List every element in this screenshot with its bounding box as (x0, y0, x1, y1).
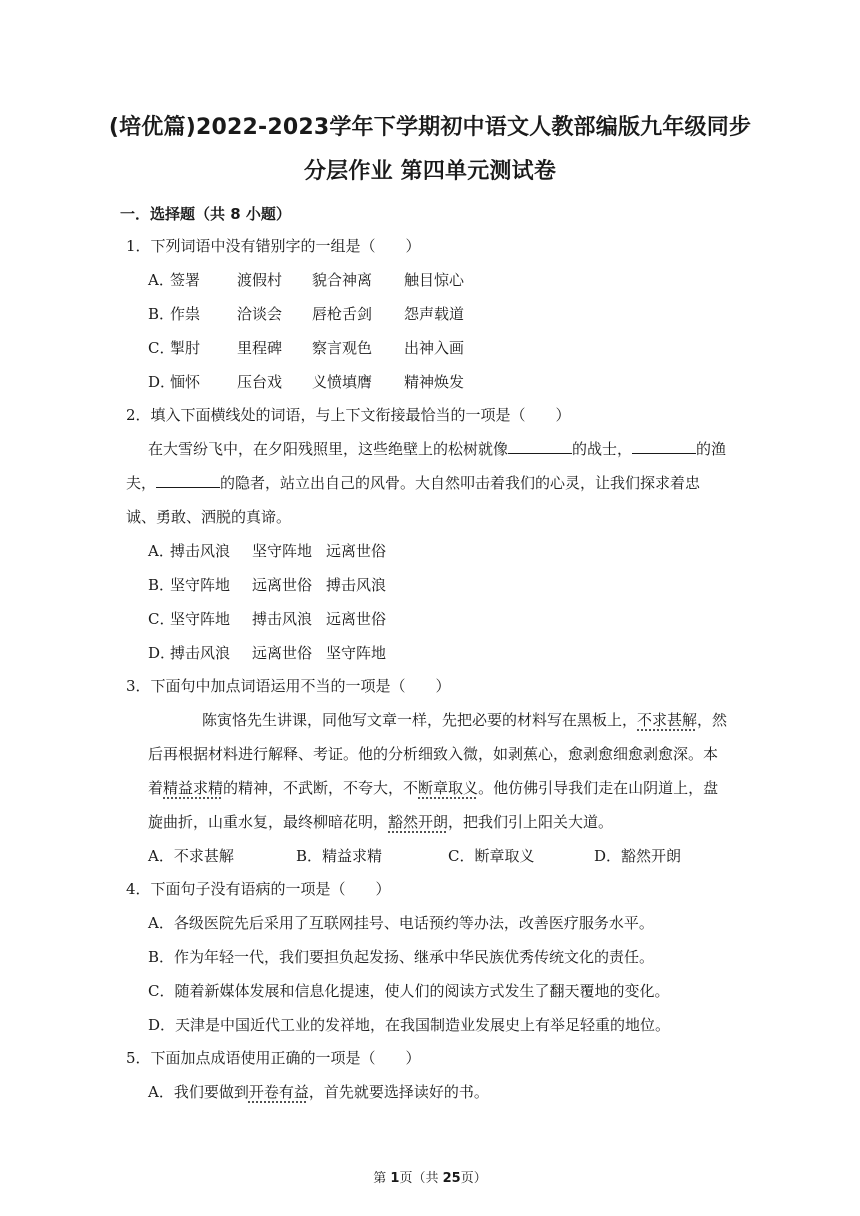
page-title-line-2: 分层作业 第四单元测试卷 (303, 159, 557, 184)
option-word: 义愤填膺 (312, 373, 373, 391)
option-word: 搏击风浪 (170, 542, 231, 560)
option-letter: B． (296, 847, 323, 865)
option-word: 坚守阵地 (170, 610, 231, 628)
question-3-option-b[interactable] (296, 846, 448, 866)
question-4-stem: 4．下面句子没有语病的一项是（ ） (126, 880, 391, 898)
option-word: 坚守阵地 (252, 542, 313, 560)
option-letter: B． (148, 305, 175, 323)
passage-text: ，把我们引上阳关大道。 (448, 813, 614, 831)
option-word: 搏击风浪 (170, 644, 231, 662)
passage-text: 着 (148, 779, 164, 797)
option-word: 愐怀 (170, 373, 201, 391)
question-3-passage-line-1 (202, 710, 727, 730)
fill-blank-3 (156, 473, 220, 488)
question-4-option-c[interactable]: C．随着新媒体发展和信息化提速，使人们的阅读方式发生了翻天覆地的变化。 (148, 982, 670, 1000)
option-letter: D． (148, 644, 176, 662)
option-word: 出神入画 (404, 339, 465, 357)
question-3-passage-line-2: 后再根据材料进行解释、考证。他的分析细致入微，如剥蕉心，愈剥愈细愈剥愈深。本 (148, 745, 719, 763)
option-word: 搏击风浪 (326, 576, 387, 594)
passage-text: 旋曲折，山重水复，最终柳暗花明， (148, 813, 389, 831)
option-letter: A． (148, 271, 174, 289)
option-word: 压台戏 (237, 373, 283, 391)
option-letter: C． (448, 847, 475, 865)
question-2-passage-line-3: 诚、勇敢、洒脱的真谛。 (126, 508, 292, 526)
passage-text: ，然 (697, 711, 728, 729)
option-word: 作祟 (170, 305, 201, 323)
passage-text: 的战士， (572, 440, 633, 458)
page-footer (0, 1167, 860, 1186)
option-letter: A． (148, 847, 174, 865)
fill-blank-2 (632, 439, 696, 454)
fill-blank-1 (508, 439, 572, 454)
section-heading: 一．选择题（共 8 小题） (120, 205, 291, 223)
question-3-passage-line-3 (148, 778, 718, 798)
passage-text: 在大雪纷飞中，在夕阳残照里，这些绝壁上的松树就像 (148, 440, 509, 458)
passage-text: 的渔 (696, 440, 727, 458)
option-word: 精神焕发 (404, 373, 465, 391)
dotted-word (637, 711, 697, 729)
option-letter: C． (148, 610, 175, 628)
option-word: 唇枪舌剑 (312, 305, 373, 323)
question-3-option-c[interactable] (448, 846, 594, 866)
option-text: ，首先就要选择读好的书。 (308, 1083, 489, 1101)
option-text: 豁然开朗 (621, 847, 682, 865)
option-word: 坚守阵地 (326, 644, 387, 662)
passage-text: 夫， (126, 474, 157, 492)
option-word: 察言观色 (312, 339, 373, 357)
question-3-passage-line-4 (148, 812, 613, 832)
option-word: 远离世俗 (326, 610, 387, 628)
question-2-option-b[interactable] (148, 575, 386, 595)
option-word: 里程碑 (237, 339, 283, 357)
footer-text: 页（共 (399, 1171, 443, 1186)
page-total: 25 (442, 1171, 461, 1186)
question-2-passage-line-2 (126, 473, 700, 493)
question-1-option-b[interactable] (148, 304, 464, 324)
question-2-passage-line-1 (148, 439, 726, 459)
question-3-options (148, 846, 681, 866)
passage-text: 。他仿佛引导我们走在山阴道上，盘 (478, 779, 719, 797)
option-word: 远离世俗 (252, 576, 313, 594)
option-text: 断章取义 (474, 847, 535, 865)
option-word: 签署 (170, 271, 201, 289)
option-text: 不求甚解 (173, 847, 234, 865)
dotted-word: 精益求精 (163, 779, 224, 797)
option-letter: D． (148, 373, 176, 391)
option-word: 貌合神离 (312, 271, 373, 289)
option-letter: A． (148, 542, 174, 560)
option-letter: B． (148, 576, 175, 594)
option-word: 洽谈会 (237, 305, 283, 323)
page-title-line-1: (培优篇)2022-2023学年下学期初中语文人教部编版九年级同步 (108, 115, 752, 140)
question-4-option-a[interactable]: A．各级医院先后采用了互联网挂号、电话预约等办法，改善医疗服务水平。 (148, 914, 654, 932)
question-3-option-d[interactable] (594, 846, 681, 866)
question-1-option-a[interactable] (148, 270, 464, 290)
question-4-option-b[interactable]: B．作为年轻一代，我们要担负起发扬、继承中华民族优秀传统文化的责任。 (148, 948, 655, 966)
dotted-word-text: 不求甚解 (637, 711, 698, 729)
question-2-stem: 2．填入下面横线处的词语，与上下文衔接最恰当的一项是（ ） (126, 406, 571, 424)
option-word: 触目惊心 (404, 271, 465, 289)
question-5-stem: 5．下面加点成语使用正确的一项是（ ） (126, 1049, 421, 1067)
option-word: 坚守阵地 (170, 576, 231, 594)
question-4-option-d[interactable]: D．天津是中国近代工业的发祥地，在我国制造业发展史上有举足轻重的地位。 (148, 1016, 671, 1034)
question-2-option-a[interactable] (148, 541, 386, 561)
question-2-option-d[interactable] (148, 643, 386, 663)
passage-text: 的精神，不武断，不夸大，不 (223, 779, 419, 797)
page-number: 1 (390, 1171, 400, 1186)
option-text: 精益求精 (322, 847, 383, 865)
option-word: 渡假村 (237, 271, 283, 289)
option-text: A．我们要做到 (148, 1083, 249, 1101)
option-letter: C． (148, 339, 175, 357)
question-3-stem: 3．下面句中加点词语运用不当的一项是（ ） (126, 677, 451, 695)
option-word: 搏击风浪 (252, 610, 313, 628)
dotted-word: 断章取义 (418, 779, 479, 797)
option-word: 远离世俗 (326, 542, 387, 560)
question-1-stem: 1．下列词语中没有错别字的一组是（ ） (126, 237, 421, 255)
footer-text: 第 (373, 1171, 391, 1186)
passage-text: 的隐者，站立出自己的风骨。大自然叩击着我们的心灵，让我们探求着忠 (220, 474, 701, 492)
option-word: 掣肘 (170, 339, 201, 357)
passage-text: 陈寅恪先生讲课，同他写文章一样，先把必要的材料写在黑板上， (202, 711, 638, 729)
question-1-option-d[interactable] (148, 372, 464, 392)
footer-text: 页） (460, 1171, 487, 1186)
dotted-word: 豁然开朗 (388, 813, 449, 831)
option-word: 怨声载道 (404, 305, 465, 323)
question-2-option-c[interactable] (148, 609, 386, 629)
option-word: 远离世俗 (252, 644, 313, 662)
question-5-option-a[interactable] (148, 1082, 489, 1102)
dotted-word: 开卷有益 (248, 1083, 309, 1101)
question-1-option-c[interactable] (148, 338, 464, 358)
option-letter: D． (594, 847, 622, 865)
question-3-option-a[interactable] (148, 846, 296, 866)
